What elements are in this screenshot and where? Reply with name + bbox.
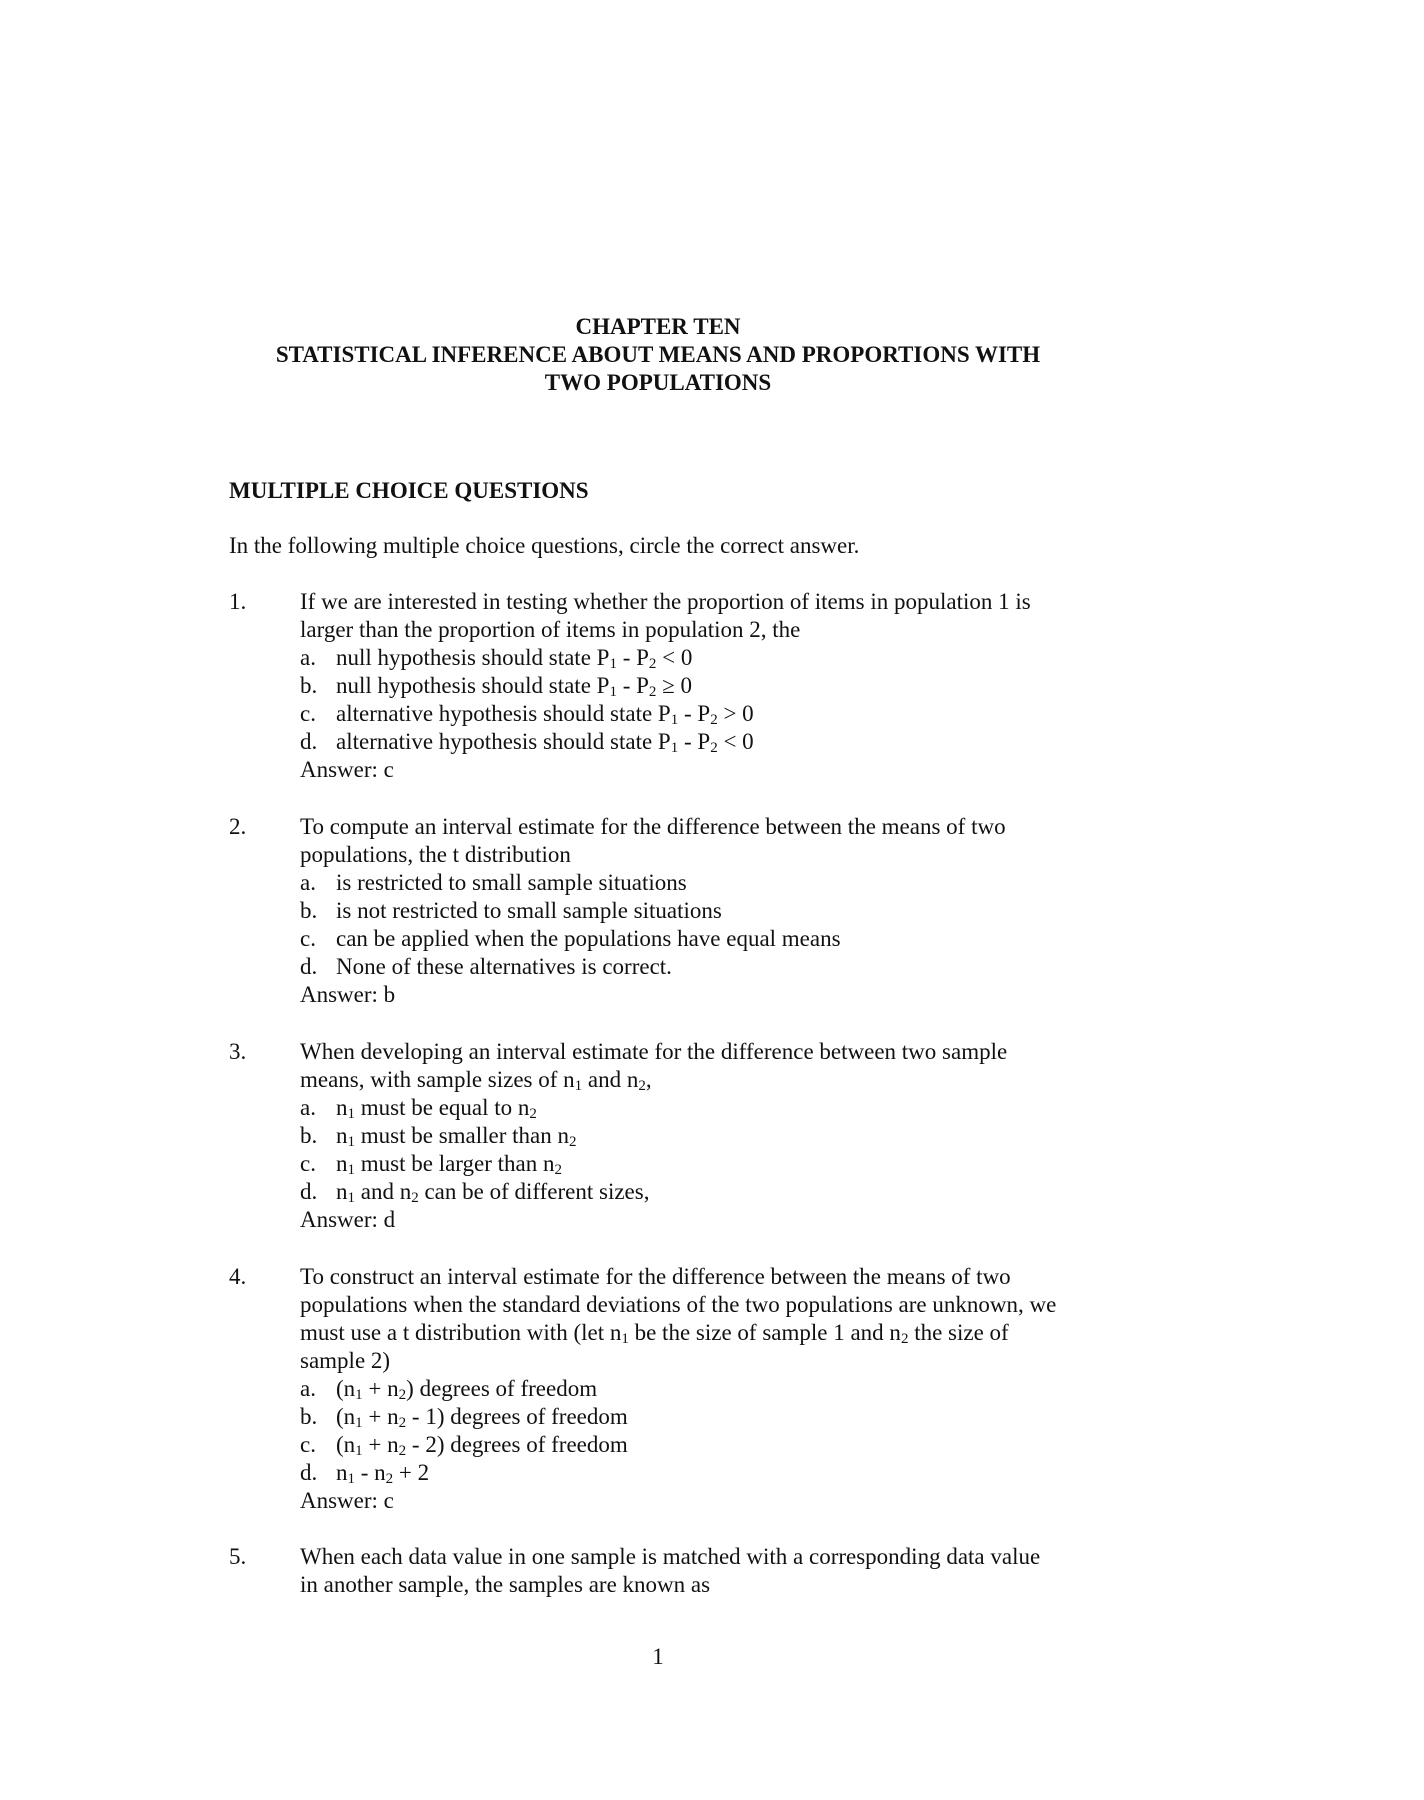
option-letter: a. <box>300 1095 316 1120</box>
chapter-heading <box>0 313 1316 397</box>
option-text: can be applied when the populations have equal means <box>336 926 841 951</box>
subscript: 2 <box>710 740 718 756</box>
option-letter: c. <box>300 1432 316 1457</box>
option-text: null hypothesis should state P <box>336 673 610 698</box>
question-number: 1. <box>229 589 247 614</box>
subscript: 1 <box>355 1387 363 1403</box>
subscript: 1 <box>670 712 679 728</box>
option-letter: c. <box>300 1151 316 1176</box>
question-stem-line: populations, the t distribution <box>300 842 571 867</box>
option-letter: b. <box>300 1404 318 1429</box>
option-letter: d. <box>300 729 318 754</box>
option-text: can be of different sizes, <box>418 1179 650 1204</box>
option-text: - P <box>616 645 649 670</box>
option-b <box>300 1122 1120 1150</box>
stem-text: be the size of sample 1 and n <box>628 1320 901 1345</box>
option-letter: a. <box>300 870 316 895</box>
stem-text: , <box>645 1067 652 1092</box>
question-stem-line: sample 2) <box>300 1348 391 1373</box>
option-text: alternative hypothesis should state P <box>336 729 671 754</box>
option-letter: d. <box>300 954 318 979</box>
stem-text: must use a t distribution with (let n <box>300 1320 622 1345</box>
question-stem-line: To compute an interval estimate for the difference between the means of two <box>300 814 1006 839</box>
option-text: must be equal to n <box>355 1095 530 1120</box>
option-text: - 2) degrees of freedom <box>406 1432 628 1457</box>
subscript: 1 <box>347 1134 355 1150</box>
subscript: 1 <box>347 1162 355 1178</box>
option-letter: c. <box>300 926 316 951</box>
option-c <box>300 925 1120 953</box>
subscript: 1 <box>670 740 679 756</box>
option-text: - P <box>678 701 711 726</box>
stem-text: means, with sample sizes of n <box>300 1067 575 1092</box>
option-text: < 0 <box>656 645 693 670</box>
subscript: 1 <box>609 656 617 672</box>
subscript: 2 <box>398 1415 407 1431</box>
question-number: 3. <box>229 1039 247 1064</box>
option-text: is restricted to small sample situations <box>336 870 687 895</box>
option-text: and n <box>355 1179 412 1204</box>
answer-line: Answer: d <box>300 1207 396 1232</box>
subscript: 1 <box>609 684 617 700</box>
option-c <box>300 1150 1120 1178</box>
question-stem-line: To construct an interval estimate for the difference between the means of two <box>300 1264 1011 1289</box>
option-a <box>300 644 1120 672</box>
option-text: (n <box>336 1432 356 1457</box>
answer-line: Answer: c <box>300 757 394 782</box>
subscript: 2 <box>398 1387 407 1403</box>
question-number: 5. <box>229 1544 247 1569</box>
option-a <box>300 869 1120 897</box>
option-text: n <box>336 1460 348 1485</box>
option-a <box>300 1094 1120 1122</box>
option-c <box>300 1431 1120 1459</box>
option-text: n <box>336 1179 348 1204</box>
option-text: (n <box>336 1404 356 1429</box>
question-number: 4. <box>229 1264 247 1289</box>
option-letter: a. <box>300 1376 316 1401</box>
subscript: 1 <box>347 1190 355 1206</box>
option-text: null hypothesis should state P <box>336 645 610 670</box>
subscript: 2 <box>710 712 718 728</box>
option-text: - P <box>616 673 649 698</box>
option-d <box>300 953 1120 981</box>
option-text: None of these alternatives is correct. <box>336 954 672 979</box>
option-b <box>300 1403 1120 1431</box>
option-b <box>300 672 1120 700</box>
option-text: n <box>336 1151 348 1176</box>
subscript: 2 <box>569 1134 577 1150</box>
option-c <box>300 700 1120 728</box>
subscript: 2 <box>648 656 657 672</box>
option-text: (n <box>336 1376 356 1401</box>
subscript: 1 <box>347 1106 355 1122</box>
subscript: 1 <box>574 1078 583 1094</box>
option-letter: b. <box>300 898 318 923</box>
subscript: 1 <box>621 1331 629 1347</box>
option-text: + n <box>362 1432 399 1457</box>
option-letter: d. <box>300 1460 318 1485</box>
question-stem-line: larger than the proportion of items in population 2, the <box>300 617 801 642</box>
option-text: ≥ 0 <box>656 673 693 698</box>
option-d <box>300 1459 1120 1487</box>
subscript: 1 <box>347 1471 355 1487</box>
question-stem-line <box>300 1319 1120 1347</box>
page-number: 1 <box>652 1644 664 1669</box>
option-a <box>300 1375 1120 1403</box>
chapter-label: CHAPTER TEN <box>575 314 741 339</box>
option-text: n <box>336 1095 348 1120</box>
subscript: 2 <box>529 1106 537 1122</box>
answer-line: Answer: c <box>300 1488 394 1513</box>
option-text: alternative hypothesis should state P <box>336 701 671 726</box>
option-text: ) degrees of freedom <box>406 1376 598 1401</box>
section-title: MULTIPLE CHOICE QUESTIONS <box>229 478 589 503</box>
stem-text: the size of <box>908 1320 1009 1345</box>
option-text: - P <box>678 729 711 754</box>
question-stem-line: If we are interested in testing whether the proportion of items in population 1 is <box>300 589 1031 614</box>
subscript: 2 <box>398 1443 407 1459</box>
subscript: 2 <box>900 1331 909 1347</box>
option-d <box>300 728 1120 756</box>
question-stem-line: populations when the standard deviations of the two populations are unknown, we <box>300 1292 1057 1317</box>
question-body <box>300 1038 1120 1234</box>
question-number: 2. <box>229 814 247 839</box>
option-text: must be smaller than n <box>355 1123 569 1148</box>
option-text: - n <box>355 1460 386 1485</box>
stem-text: and n <box>582 1067 639 1092</box>
option-text: - 1) degrees of freedom <box>406 1404 628 1429</box>
instructions-text: In the following multiple choice questions, circle the correct answer. <box>229 533 860 558</box>
option-letter: b. <box>300 673 318 698</box>
option-text: is not restricted to small sample situations <box>336 898 722 923</box>
option-d <box>300 1178 1120 1206</box>
subscript: 2 <box>638 1078 646 1094</box>
subscript: 2 <box>648 684 657 700</box>
option-text: + n <box>362 1376 399 1401</box>
chapter-title-line-2: TWO POPULATIONS <box>544 370 772 395</box>
question-body <box>300 1263 1120 1515</box>
option-b <box>300 897 1120 925</box>
option-letter: d. <box>300 1179 318 1204</box>
option-text: n <box>336 1123 348 1148</box>
option-letter: a. <box>300 645 316 670</box>
option-letter: c. <box>300 701 316 726</box>
question-stem-line: in another sample, the samples are known as <box>300 1572 711 1597</box>
option-text: must be larger than n <box>355 1151 555 1176</box>
question-body <box>300 813 1120 1009</box>
question-stem-line: When developing an interval estimate for the difference between two sample <box>300 1039 1008 1064</box>
option-letter: b. <box>300 1123 318 1148</box>
option-text: + n <box>362 1404 399 1429</box>
question-stem-line: When each data value in one sample is matched with a corresponding data value <box>300 1544 1041 1569</box>
answer-line: Answer: b <box>300 982 396 1007</box>
subscript: 1 <box>355 1415 363 1431</box>
chapter-title-line-1: STATISTICAL INFERENCE ABOUT MEANS AND PROPORTIONS WITH <box>275 342 1041 367</box>
question-body <box>300 588 1120 784</box>
option-text: < 0 <box>717 729 754 754</box>
subscript: 2 <box>385 1471 394 1487</box>
subscript: 2 <box>411 1190 419 1206</box>
option-text: + 2 <box>393 1460 430 1485</box>
subscript: 2 <box>554 1162 562 1178</box>
subscript: 1 <box>355 1443 363 1459</box>
question-stem-line <box>300 1066 1120 1094</box>
option-text: > 0 <box>717 701 754 726</box>
question-body <box>300 1543 1120 1599</box>
